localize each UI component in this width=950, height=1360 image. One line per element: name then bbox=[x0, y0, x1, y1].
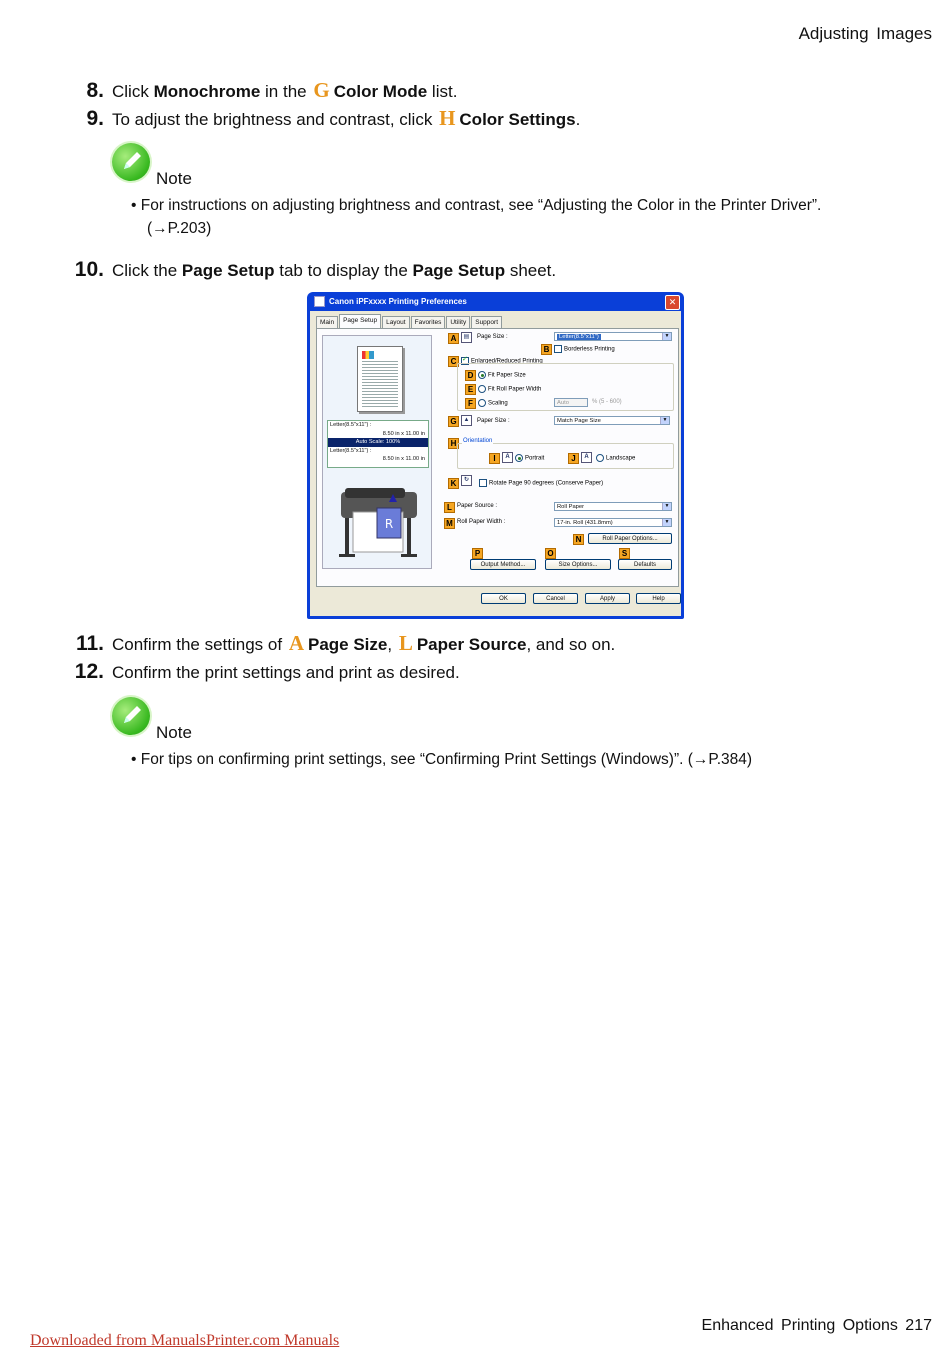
callout-letter: A bbox=[288, 631, 304, 655]
dialog-title: Canon iPFxxxx Printing Preferences bbox=[329, 297, 467, 306]
dialog-titlebar bbox=[310, 292, 681, 311]
callout-label-m: M bbox=[444, 518, 455, 529]
step-number: 9. bbox=[86, 107, 104, 130]
note-label: Note bbox=[156, 169, 192, 188]
callout-label-p: P bbox=[472, 548, 483, 559]
chevron-down-icon: ▼ bbox=[660, 417, 669, 424]
step-text: To adjust the brightness and contrast, click H Color Settings. bbox=[112, 106, 581, 130]
fit-roll-width-radio[interactable]: Fit Roll Paper Width bbox=[478, 385, 541, 393]
step-number: 12. bbox=[74, 660, 104, 683]
roll-width-label: Roll Paper Width : bbox=[457, 519, 506, 525]
callout-label-o: O bbox=[545, 548, 556, 559]
callout-label-g: G bbox=[448, 416, 459, 427]
callout-letter: G bbox=[313, 78, 330, 102]
callout-label-a: A bbox=[448, 333, 459, 344]
chevron-down-icon: ▼ bbox=[662, 519, 671, 526]
callout-label-f: F bbox=[465, 398, 476, 409]
note-reference[interactable]: (→P.203) bbox=[147, 220, 212, 237]
preview-pane bbox=[322, 335, 432, 569]
download-source-link[interactable]: Downloaded from ManualsPrinter.com Manuals bbox=[30, 1332, 340, 1349]
tab-main[interactable]: Main bbox=[316, 316, 338, 328]
portrait-radio[interactable]: Portrait bbox=[515, 454, 544, 462]
step-text: Click Monochrome in the G Color Mode list. bbox=[112, 78, 458, 102]
ok-button[interactable]: OK bbox=[481, 593, 526, 604]
note-label: Note bbox=[156, 723, 192, 742]
step-8 bbox=[64, 78, 457, 103]
rotate-page-icon: ↻ bbox=[461, 475, 472, 486]
note-pencil-icon bbox=[112, 143, 150, 181]
size-info-box: Letter(8.5"x11") : 8.50 in x 11.00 in Auto Scale: 100% Letter(8.5"x11") : 8.50 in x 11.00 in bbox=[327, 420, 429, 468]
landscape-radio[interactable]: Landscape bbox=[596, 454, 635, 462]
defaults-button[interactable]: Defaults bbox=[618, 559, 672, 570]
rotate-page-checkbox[interactable]: Rotate Page 90 degrees (Conserve Paper) bbox=[479, 479, 603, 487]
tab-utility[interactable]: Utility bbox=[446, 316, 470, 328]
callout-label-k: K bbox=[448, 478, 459, 489]
printer-app-icon bbox=[314, 296, 325, 307]
scaling-range: % (5 - 600) bbox=[592, 399, 622, 405]
callout-label-d: D bbox=[465, 370, 476, 381]
fit-paper-size-radio[interactable]: Fit Paper Size bbox=[478, 371, 526, 379]
borderless-checkbox[interactable]: Borderless Printing bbox=[554, 345, 615, 353]
paper-size-icon: ▲ bbox=[461, 415, 472, 426]
step-10 bbox=[64, 258, 556, 282]
output-method-button[interactable]: Output Method... bbox=[470, 559, 536, 570]
tab-page-setup[interactable]: Page Setup bbox=[339, 314, 381, 328]
svg-text:R: R bbox=[384, 517, 394, 531]
step-number: 8. bbox=[86, 79, 104, 102]
paper-source-dropdown[interactable]: Roll Paper ▼ bbox=[554, 502, 672, 511]
size-options-button[interactable]: Size Options... bbox=[545, 559, 611, 570]
dialog-body bbox=[310, 311, 681, 616]
step-11 bbox=[64, 631, 615, 656]
apply-button[interactable]: Apply bbox=[585, 593, 630, 604]
paper-size-label: Paper Size : bbox=[477, 418, 510, 424]
page-size-label: Page Size : bbox=[477, 334, 508, 340]
note-bullet: • For instructions on adjusting brightness and contrast, see “Adjusting the Color in the Printer Driver”. bbox=[131, 197, 822, 214]
step-number: 11. bbox=[75, 632, 104, 655]
close-icon[interactable]: ✕ bbox=[665, 295, 680, 310]
help-button[interactable]: Help bbox=[636, 593, 681, 604]
step-12 bbox=[64, 660, 460, 684]
enlarged-reduced-checkbox[interactable]: ✓ Enlarged/Reduced Printing bbox=[461, 357, 543, 365]
paper-size-dropdown[interactable]: Match Page Size ▼ bbox=[554, 416, 670, 425]
scaling-radio[interactable]: Scaling bbox=[478, 399, 508, 407]
step-text: Confirm the settings of A Page Size, L Paper Source, and so on. bbox=[112, 631, 616, 655]
page-size-dropdown[interactable]: Letter(8.5"x11") ▼ bbox=[554, 332, 672, 341]
step-9 bbox=[64, 106, 580, 131]
cancel-button[interactable]: Cancel bbox=[533, 593, 578, 604]
step-text: Click the Page Setup tab to display the Page Setup sheet. bbox=[112, 261, 557, 280]
portrait-icon: A bbox=[502, 452, 513, 463]
callout-label-h: H bbox=[448, 438, 459, 449]
step-number: 10. bbox=[74, 258, 104, 281]
note-bullet: • For tips on confirming print settings, see “Confirming Print Settings (Windows)”. (→P.384) bbox=[131, 751, 753, 768]
printer-illustration bbox=[333, 472, 425, 564]
callout-label-l: L bbox=[444, 502, 455, 513]
callout-letter: H bbox=[439, 106, 456, 130]
roll-paper-options-button[interactable]: Roll Paper Options... bbox=[588, 533, 672, 544]
callout-label-i: I bbox=[489, 453, 500, 464]
paper-source-label: Paper Source : bbox=[457, 503, 498, 509]
callout-label-j: J bbox=[568, 453, 579, 464]
footer-section-page: Enhanced Printing Options 217 bbox=[701, 1317, 932, 1334]
printing-preferences-dialog bbox=[307, 292, 684, 619]
chevron-down-icon: ▼ bbox=[662, 333, 671, 340]
scaling-spinbox[interactable]: Auto bbox=[554, 398, 588, 407]
roll-width-dropdown[interactable]: 17-in. Roll (431.8mm) ▼ bbox=[554, 518, 672, 527]
tab-support[interactable]: Support bbox=[471, 316, 502, 328]
callout-label-b: B bbox=[541, 344, 552, 355]
callout-label-e: E bbox=[465, 384, 476, 395]
callout-letter: L bbox=[398, 631, 413, 655]
note-pencil-icon bbox=[112, 697, 150, 735]
page-setup-panel bbox=[316, 328, 679, 587]
page-header-title: Adjusting Images bbox=[798, 24, 932, 43]
tab-favorites[interactable]: Favorites bbox=[411, 316, 446, 328]
callout-label-n: N bbox=[573, 534, 584, 545]
callout-label-c: C bbox=[448, 356, 459, 367]
step-text: Confirm the print settings and print as desired. bbox=[112, 663, 460, 682]
tab-strip bbox=[316, 316, 503, 328]
landscape-icon: A bbox=[581, 452, 592, 463]
auto-scale-indicator: Auto Scale: 100% bbox=[328, 438, 428, 447]
callout-label-s: S bbox=[619, 548, 630, 559]
orientation-title: Orientation bbox=[463, 438, 493, 444]
page-thumbnail bbox=[357, 346, 403, 412]
page-size-icon: ▤ bbox=[461, 332, 472, 343]
chevron-down-icon: ▼ bbox=[662, 503, 671, 510]
tab-layout[interactable]: Layout bbox=[382, 316, 410, 328]
